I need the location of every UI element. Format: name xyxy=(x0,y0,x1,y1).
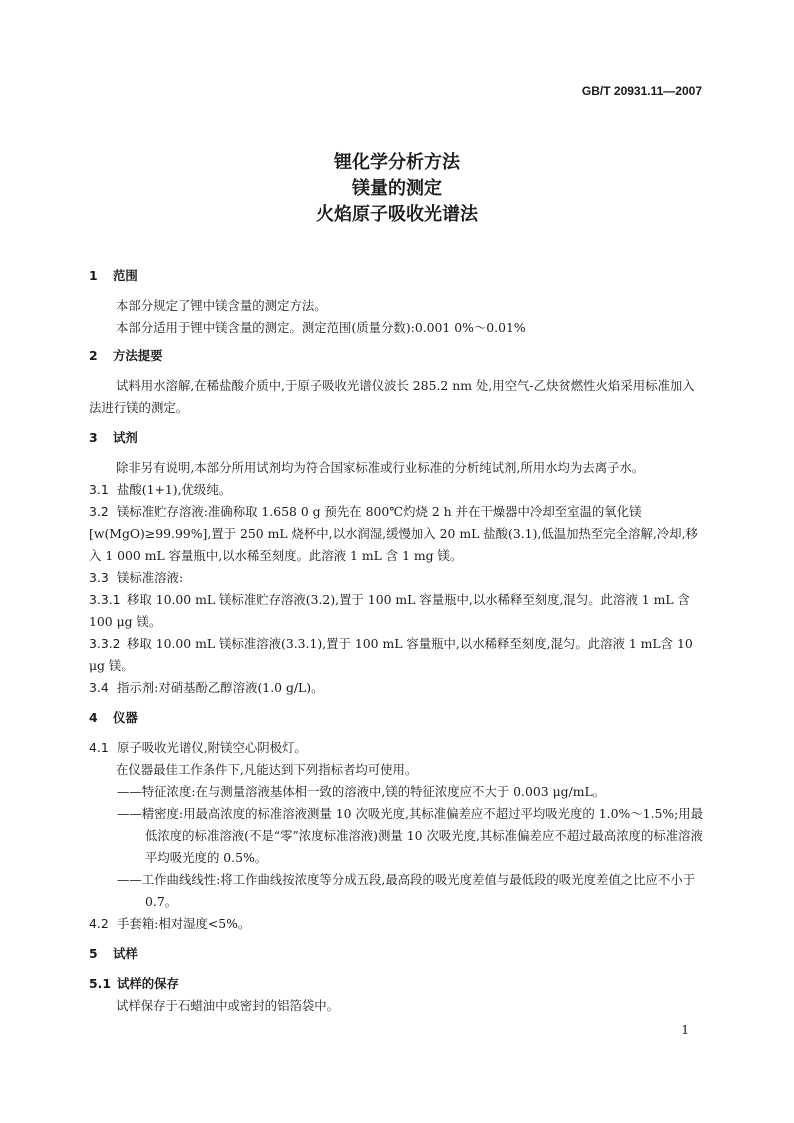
requirement-characteristic-concentration: ——特征浓度:在与测量溶液基体相一致的溶液中,镁的特征浓度应不大于 0.003 μg/mL。 xyxy=(117,784,606,799)
section-2-paragraph-1: 试料用水溶解,在稀盐酸介质中,于原子吸收光谱仪波长 285.2 nm 处,用空气-乙炔贫燃性火焰采用标准加入法进行镁的测定。 xyxy=(89,378,695,415)
document-title xyxy=(0,150,794,228)
section-3-paragraph-1: 除非另有说明,本部分所用试剂均为符合国家标准或行业标准的分析纯试剂,所用水均为去离子水。 xyxy=(116,460,645,475)
clause-4-2: 4.2 手套箱:相对湿度<5%。 xyxy=(89,916,251,931)
clause-3-1: 3.1 盐酸(1+1),优级纯。 xyxy=(89,482,232,497)
requirement-linearity: ——工作曲线线性:将工作曲线按浓度等分成五段,最高段的吸光度差值与最低段的吸光度差值之比应不小于 0.7。 xyxy=(117,872,696,909)
clause-3-2: 3.2 镁标准贮存溶液:准确称取 1.658 0 g 预先在 800℃灼烧 2 h 并在干燥器中冷却至室温的氧化镁[w(MgO)≥99.99%],置于 250 mL 烧杯中,以水润湿,缓慢加入 20 mL 盐酸(3.1),低温加热至完全溶解,冷却,移入 1 000 mL 容量瓶中,以水稀至刻度。此溶液 1 mL 含 1 mg 镁。 xyxy=(89,504,698,563)
standard-code: GB/T 20931.11—2007 xyxy=(581,84,702,98)
section-1-heading: 1 范围 xyxy=(89,268,138,283)
section-1-paragraph-2: 本部分适用于锂中镁含量的测定。测定范围(质量分数):0.001 0%～0.01% xyxy=(116,320,526,335)
section-3-heading: 3 试剂 xyxy=(89,430,138,445)
clause-3-3: 3.3 镁标准溶液: xyxy=(89,570,184,585)
clause-3-3-1: 3.3.1 移取 10.00 mL 镁标准贮存溶液(3.2),置于 100 mL 容量瓶中,以水稀释至刻度,混匀。此溶液 1 mL 含 100 μg 镁。 xyxy=(89,592,690,629)
clause-3-3-2: 3.3.2 移取 10.00 mL 镁标准溶液(3.3.1),置于 100 mL 容量瓶中,以水稀释至刻度,混匀。此溶液 1 mL含 10 μg 镁。 xyxy=(89,636,693,673)
clause-4-1-note: 在仪器最佳工作条件下,凡能达到下列指标者均可使用。 xyxy=(116,762,418,777)
page-number: 1 xyxy=(681,1023,689,1037)
section-4-heading: 4 仪器 xyxy=(89,710,138,725)
clause-5-1-text: 试样保存于石蜡油中或密封的铝箔袋中。 xyxy=(116,998,340,1013)
document-body xyxy=(89,265,705,1017)
title-line-3: 火焰原子吸收光谱法 xyxy=(316,204,478,225)
clause-5-1-heading: 5.1 试样的保存 xyxy=(89,976,179,991)
clause-4-1: 4.1 原子吸收光谱仪,附镁空心阴极灯。 xyxy=(89,740,307,755)
requirement-precision: ——精密度:用最高浓度的标准溶液测量 10 次吸光度,其标准偏差应不超过平均吸光度的 1.0%～1.5%;用最低浓度的标准溶液(不是“零”浓度标准溶液)测量 10 次吸光度,其标准偏差应不超过最高浓度的标准溶液平均吸光度的 0.5%。 xyxy=(117,806,704,865)
clause-3-4: 3.4 指示剂:对硝基酚乙醇溶液(1.0 g/L)。 xyxy=(89,680,324,695)
title-line-2: 镁量的测定 xyxy=(352,178,442,199)
title-line-1: 锂化学分析方法 xyxy=(334,152,460,173)
section-1-paragraph-1: 本部分规定了锂中镁含量的测定方法。 xyxy=(116,298,327,313)
section-5-heading: 5 试样 xyxy=(89,946,138,961)
section-2-heading: 2 方法提要 xyxy=(89,348,163,363)
